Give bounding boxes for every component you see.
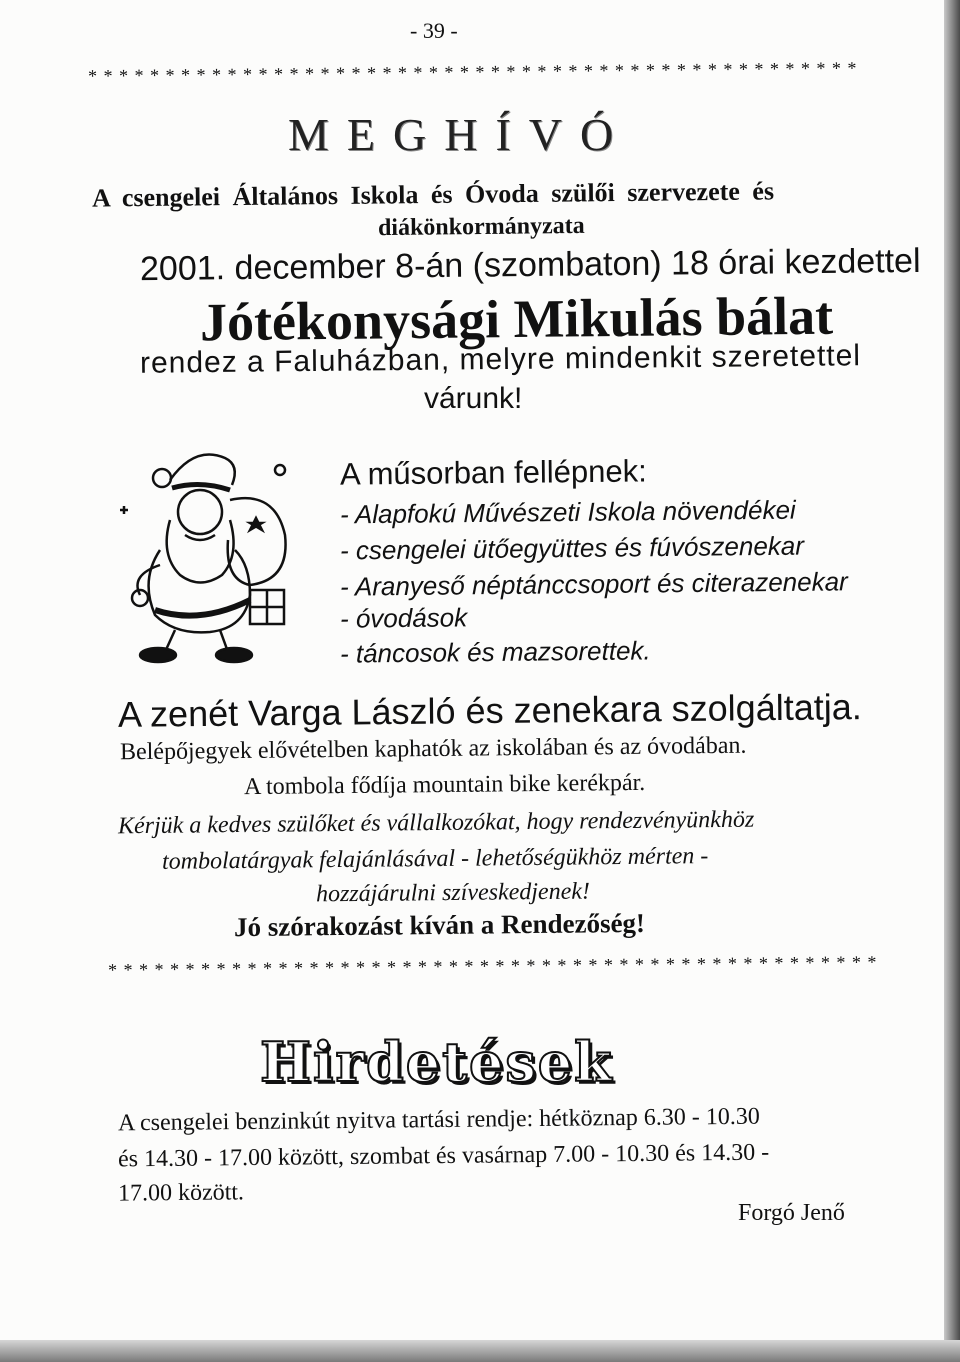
ad-line-3: 17.00 között. — [117, 1179, 245, 1207]
ad-signature: Forgó Jenő — [738, 1200, 845, 1226]
program-title: A műsorban fellépnek: — [339, 453, 647, 492]
request-line-3: hozzájárulni szíveskedjenek! — [315, 878, 591, 908]
event-title: Jótékonysági Mikulás bálat — [199, 285, 834, 353]
program-item: - Aranyeső néptánccsoport és citerazenekar — [339, 566, 848, 602]
program-item: - Alapfokú Művészeti Iskola növendékei — [339, 494, 796, 530]
page-edge-bottom — [0, 1340, 960, 1362]
invitation-heading: MEGHÍVÓ — [288, 109, 632, 160]
page-edge-right — [944, 0, 960, 1362]
venue-line-1: rendez a Faluházban, melyre mindenkit szeretettel — [139, 339, 862, 380]
program-item: - óvodások — [339, 602, 468, 634]
organizer-line-2: diákönkormányzata — [377, 212, 585, 242]
request-line-2: tombolatárgyak felajánlásával - lehetőségükhöz mérten - — [161, 843, 709, 875]
santa-claus-icon — [100, 440, 310, 665]
page-number: - 39 - — [410, 18, 458, 43]
ad-line-1: A csengelei benzinkút nyitva tartási rendje: hétköznap 6.30 - 10.30 — [117, 1103, 760, 1137]
ad-line-2: és 14.30 - 17.00 között, szombat és vasárnap 7.00 - 10.30 és 14.30 - — [117, 1139, 770, 1173]
ads-heading: Hirdetések — [260, 1030, 614, 1094]
venue-line-2: várunk! — [424, 382, 523, 415]
request-line-1: Kérjük a kedves szülőket és vállalkozókat, hogy rendezvényünkhöz — [117, 806, 755, 840]
program-item: - táncosok és mazsorettek. — [339, 635, 651, 669]
closing-line: Jó szórakozást kíván a Rendezőség! — [233, 907, 646, 943]
event-date: 2001. december 8-án (szombaton) 18 órai kezdettel — [139, 241, 921, 289]
tombola-line: A tombola fődíja mountain bike kerékpár. — [243, 769, 646, 801]
organizer-line-1: A csengelei Általános Iskola és Óvoda szülői szervezete és — [91, 176, 775, 213]
tickets-line: Belépőjegyek elővételben kaphatók az iskolában és az óvodában. — [119, 732, 747, 766]
music-line: A zenét Varga László és zenekara szolgáltatja. — [117, 686, 862, 735]
separator-bottom: * * * * * * * * * * * * * * * * * * * * * * * * * * * * * * * * * * * * * * * * * * * * * * * * * * — [107, 951, 878, 981]
program-item: - csengelei ütőegyüttes és fúvószenekar — [339, 530, 805, 566]
separator-top: * * * * * * * * * * * * * * * * * * * * * * * * * * * * * * * * * * * * * * * * * * * * * * * * * * — [87, 57, 858, 87]
